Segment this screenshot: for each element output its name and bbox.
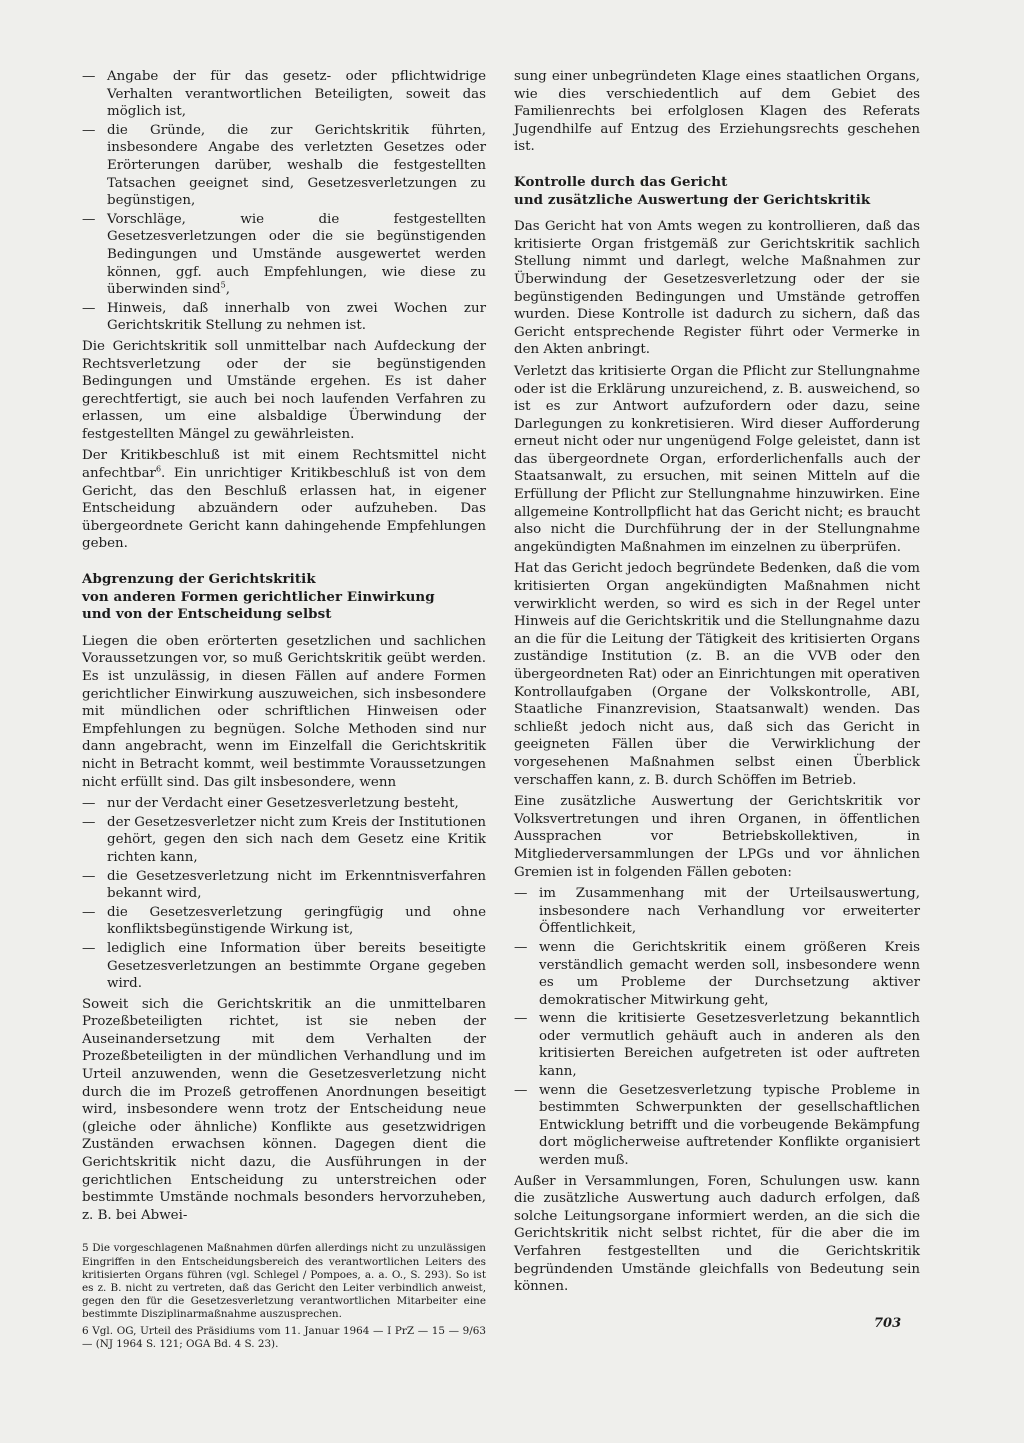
list-item: — im Zusammenhang mit der Urteilsauswertung, insbesondere nach Verhandlung vor erweiterter Öffentlichkeit,: [514, 885, 920, 938]
conditions-list: [82, 795, 486, 993]
footnote-mark: 6: [155, 464, 162, 474]
list-item: — Angabe der für das gesetz- oder pflichtwidrige Verhalten verantwortlichen Beteiligten, soweit das möglich ist,: [82, 68, 486, 121]
section-heading: Kontrolle durch das Gericht und zusätzliche Auswertung der Gerichtskritik: [514, 173, 871, 208]
paragraph: sung einer unbegründeten Klage eines staatlichen Organs, wie dies verschiedentlich auf dem Gebiet des Familienrechts bei erfolglosen Klagen des Referats Jugendhilfe auf Entzug des Erziehungsrechts geschehen ist.: [514, 69, 920, 155]
list-item: — wenn die Gesetzesverletzung typische Probleme in bestimmten Schwerpunkten der gesellschaftlichen Entwicklung betrifft und die vorbeugende Bekämpfung dort möglicherweise auftretender Konflikte organisiert werden muß.: [514, 1082, 920, 1170]
page-number: 703: [874, 1316, 902, 1331]
paragraph: Außer in Versammlungen, Foren, Schulungen usw. kann die zusätzliche Auswertung auch dadurch erfolgen, daß solche Leitungsorgane informiert werden, an die sich die Gerichtskritik nicht selbst richtet, für die aber die im Verfahren festgestellten und die Gerichtskritik begründenden Umstände gleichfalls von Bedeutung sein können.: [514, 1173, 920, 1295]
list-item: — die Gründe, die zur Gerichtskritik führten, insbesondere Angabe des verletzten Gesetzes oder Erörterungen darüber, weshalb die festgestellten Tatsachen geeignet sind, Gesetzesverletzungen zu begünstigen,: [82, 122, 486, 210]
footnotes: [82, 1242, 486, 1351]
list-item: — die Gesetzesverletzung nicht im Erkenntnisverfahren bekannt wird,: [82, 868, 486, 903]
paragraph: Der Kritikbeschluß ist mit einem Rechtsmittel nicht anfechtbar$^6$. Ein unrichtiger Kritikbeschluß ist von dem Gericht, das den Beschluß erlassen hat, in eigener Entscheidung abzuändern oder aufzuheben. Das übergeordnete Gericht kann dahingehende Empfehlungen geben.: [82, 448, 486, 552]
list-item: — Vorschläge, wie die festgestellten Gesetzesverletzungen oder die sie begünstigenden Bedingungen und Umstände ausgewertet werden können, ggf. auch Empfehlungen, wie diese zu überwinden sind$^5$,: [82, 211, 486, 299]
left-column: [82, 68, 486, 1354]
footnote: 5 Die vorgeschlagenen Maßnahmen dürfen allerdings nicht zu unzulässigen Eingriffen in den Entscheidungsbereich des verantwortlichen Leiters des kritisierten Organs führen (vgl. Schlegel / Pompoes, a. a. O., S. 293). So ist es z. B. nicht zu vertreten, daß das Gericht den Leiter verbindlich anweist, gegen den für die Gesetzesverletzung verantwortlichen Mitarbeiter eine bestimmte Disziplinarmaßnahme auszusprechen.: [82, 1242, 486, 1321]
list-item: — Hinweis, daß innerhalb von zwei Wochen zur Gerichtskritik Stellung zu nehmen ist.: [82, 300, 486, 335]
footnote-mark: 5: [220, 280, 226, 290]
list-item: — die Gesetzesverletzung geringfügig und ohne konfliktsbegünstigende Wirkung ist,: [82, 904, 486, 939]
paragraph: Soweit sich die Gerichtskritik an die unmittelbaren Prozeßbeteiligten richtet, ist sie neben der Auseinandersetzung mit dem Verhalten der Prozeßbeteiligten in der mündlichen Verhandlung und im Urteil anzuwenden, wenn die Gesetzesverletzung nicht durch die im Prozeß getroffenen Anordnungen beseitigt wird, insbesondere wenn trotz der Entscheidung neue (gleiche oder ähnliche) Konflikte aus gesetzwidrigen Zuständen erwachsen können. Dagegen dient die Gerichtskritik nicht dazu, die Ausführungen in der gerichtlichen Entscheidung zu unterstreichen oder bestimmte Umstände nochmals besonders hervorzuheben, z. B. bei Abwei-: [82, 996, 486, 1223]
right-column: [514, 68, 920, 1300]
list-item: — wenn die kritisierte Gesetzesverletzung bekanntlich oder vermutlich gehäuft auch in anderen als den kritisierten Bereichen aufgetreten ist oder auftreten kann,: [514, 1010, 920, 1080]
list-item: — nur der Verdacht einer Gesetzesverletzung besteht,: [82, 795, 486, 813]
list-item: — lediglich eine Information über bereits beseitigte Gesetzesverletzungen an bestimmte Organe gegeben wird.: [82, 940, 486, 993]
paragraph: Verletzt das kritisierte Organ die Pflicht zur Stellungnahme oder ist die Erklärung unzureichend, z. B. ausweichend, so ist es zur Antwort aufzufordern oder dazu, seine Darlegungen zu konkretisieren. Wird dieser Aufforderung erneut nicht oder nur ungenügend Folge geleistet, dann ist das übergeordnete Organ, erforderlichenfalls auch der Staatsanwalt, zu ersuchen, mit seinen Mitteln auf die Erfüllung der Pflicht zur Stellungnahme hinzuwirken. Eine allgemeine Kontrollpflicht hat das Gericht nicht; es braucht also nicht die Durchführung der in der Stellungnahme angekündigten Maßnahmen im einzelnen zu überprüfen.: [514, 363, 920, 555]
list-item: — der Gesetzesverletzer nicht zum Kreis der Institutionen gehört, gegen den sich nach dem Gesetz eine Kritik richten kann,: [82, 814, 486, 867]
paragraph: Liegen die oben erörterten gesetzlichen und sachlichen Voraussetzungen vor, so muß Gerichtskritik geübt werden. Es ist unzulässig, in diesen Fällen auf andere Formen gerichtlicher Einwirkung auszuweichen, sich insbesondere mit mündlichen oder schriftlichen Hinweisen oder Empfehlungen zu begnügen. Solche Methoden sind nur dann angebracht, wenn im Einzelfall die Gerichtskritik nicht in Betracht kommt, weil bestimmte Voraussetzungen nicht erfüllt sind. Das gilt insbesondere, wenn: [82, 633, 486, 790]
list-item: — wenn die Gerichtskritik einem größeren Kreis verständlich gemacht werden soll, insbesondere wenn es um Probleme der Durchsetzung aktiver demokratischer Mitwirkung geht,: [514, 939, 920, 1009]
footnote: 6 Vgl. OG, Urteil des Präsidiums vom 11. Januar 1964 — I PrZ — 15 — 9/63 — (NJ 1964 S. 121; OGA Bd. 4 S. 23).: [82, 1324, 486, 1350]
paragraph: Eine zusätzliche Auswertung der Gerichtskritik vor Volksvertretungen und ihren Organen, in öffentlichen Aussprachen vor Betriebskollektiven, in Mitgliederversammlungen der LPGs und vor ähnlichen Gremien ist in folgenden Fällen geboten:: [514, 794, 920, 880]
cases-list: [514, 885, 920, 1170]
paragraph: Hat das Gericht jedoch begründete Bedenken, daß die vom kritisierten Organ angekündigten Maßnahmen nicht verwirklicht werden, so wird es sich in der Regel unter Hinweis auf die Gerichtskritik und die Stellungnahme dazu an die für die Leitung der Tätigkeit des kritisierten Organs zuständige Institution (z. B. an die VVB oder den übergeordneten Rat) oder an Einrichtungen mit operativen Kontrollaufgaben (Organe der Volkskontrolle, ABI, Staatliche Finanzrevision, Staatsanwalt) wenden. Das schließt jedoch nicht aus, daß sich das Gericht in geeigneten Fällen über die Verwirklichung der vorgesehenen Maßnahmen selbst einen Überblick verschaffen kann, z. B. durch Schöffen im Betrieb.: [514, 561, 920, 788]
paragraph: Die Gerichtskritik soll unmittelbar nach Aufdeckung der Rechtsverletzung oder der sie begünstigenden Bedingungen und Umstände ergehen. Es ist daher gerechtfertigt, sie auch bei noch laufenden Verfahren zu erlassen, um eine alsbaldige Überwindung der festgestellten Mängel zu gewährleisten.: [82, 338, 486, 442]
intro-list: [82, 68, 486, 335]
paragraph: Das Gericht hat von Amts wegen zu kontrollieren, daß das kritisierte Organ fristgemäß zur Gerichtskritik sachlich Stellung nimmt und darlegt, welche Maßnahmen zur Überwindung der Gesetzesverletzung oder der sie begünstigenden Bedingungen und Umstände getroffen wurden. Diese Kontrolle ist dadurch zu sichern, daß das Gericht entsprechende Register führt oder Vermerke in den Akten anbringt.: [514, 219, 920, 358]
section-heading: Abgrenzung der Gerichtskritik von anderen Formen gerichtlicher Einwirkung und von der Entscheidung selbst: [82, 571, 435, 623]
